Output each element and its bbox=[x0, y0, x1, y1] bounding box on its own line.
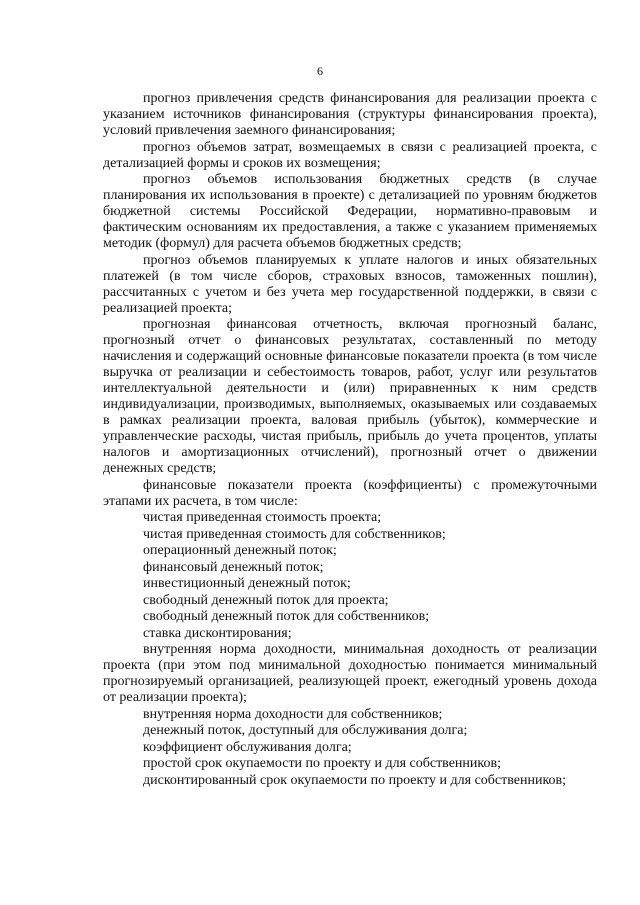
paragraph-cost-forecast: прогноз объемов затрат, возмещаемых в связи с реализацией проекта, с детализацией формы и сроков их возмещения; bbox=[103, 139, 597, 171]
paragraph-tax-forecast: прогноз объемов планируемых к уплате налогов и иных обязательных платежей (в том числе сборов, страховых взносов, таможенных пошлин), рассчитанных с учетом и без учета мер государственной поддержки, в связи с реализацией проекта; bbox=[103, 252, 597, 316]
list-item: внутренняя норма доходности для собственников; bbox=[143, 706, 443, 722]
paragraph-funding-forecast: прогноз привлечения средств финансирования для реализации проекта с указанием источников финансирования (структуры финансирования проекта), условий привлечения заемного финансирования; bbox=[103, 91, 597, 138]
list-item: чистая приведенная стоимость проекта; bbox=[143, 510, 382, 525]
list-item: свободный денежный поток для проекта; bbox=[143, 592, 389, 608]
list-item: ставка дисконтирования; bbox=[143, 625, 292, 641]
list-item: чистая приведенная стоимость для собственников; bbox=[143, 526, 446, 542]
paragraph-budget-forecast: прогноз объемов использования бюджетных средств (в случае планирования их использования в проекте) с детализацией по уровням бюджетов бюджетной системы Российской Федерации, нормативно-правовым и фактическим основаниям их предоставления, а также с указанием применяемых методик (формул) для расчета объемов бюджетных средств; bbox=[103, 172, 597, 251]
list-item: свободный денежный поток для собственников; bbox=[143, 609, 430, 624]
list-item: простой срок окупаемости по проекту и для собственников; bbox=[143, 756, 501, 771]
paragraph-financial-statements: прогнозная финансовая отчетность, включая прогнозный баланс, прогнозный отчет о финансовых результатах, составленный по методу начисления и содержащий основные финансовые показатели проекта (в том числе выручка от реализации и себестоимость товаров, работ, услуг или результатов интеллектуальной деятельности и (или) приравненных к ним средств индивидуализации, производимых, выполняемых, оказываемых или создаваемых в рамках реализации проекта, валовая прибыль (убыток), коммерческие и управленческие расходы, чистая прибыль, прибыль до учета процентов, уплаты налогов и амортизационных отчислений), прогнозный отчет о движении денежных средств; bbox=[103, 317, 597, 476]
list-item: инвестиционный денежный поток; bbox=[143, 576, 351, 591]
list-item: операционный денежный поток; bbox=[143, 543, 337, 558]
list-item: финансовый денежный поток; bbox=[143, 559, 324, 575]
list-item: внутренняя норма доходности, минимальная доходность от реализации проекта (при этом под минимальной доходностью понимается минимальный прогнозируемый организацией, реализующей проект, ежегодный уровень дохода от реализации проекта); bbox=[103, 642, 597, 705]
page-number: 6 bbox=[317, 64, 323, 78]
list-item: денежный поток, доступный для обслуживания долга; bbox=[143, 723, 468, 738]
paragraph-financial-indicators: финансовые показатели проекта (коэффициенты) с промежуточными этапами их расчета, в том числе: bbox=[103, 477, 597, 509]
list-item: дисконтированный срок окупаемости по проекту и для собственников; bbox=[143, 772, 567, 788]
list-item: коэффициент обслуживания долга; bbox=[143, 739, 352, 755]
document-body bbox=[103, 91, 597, 789]
